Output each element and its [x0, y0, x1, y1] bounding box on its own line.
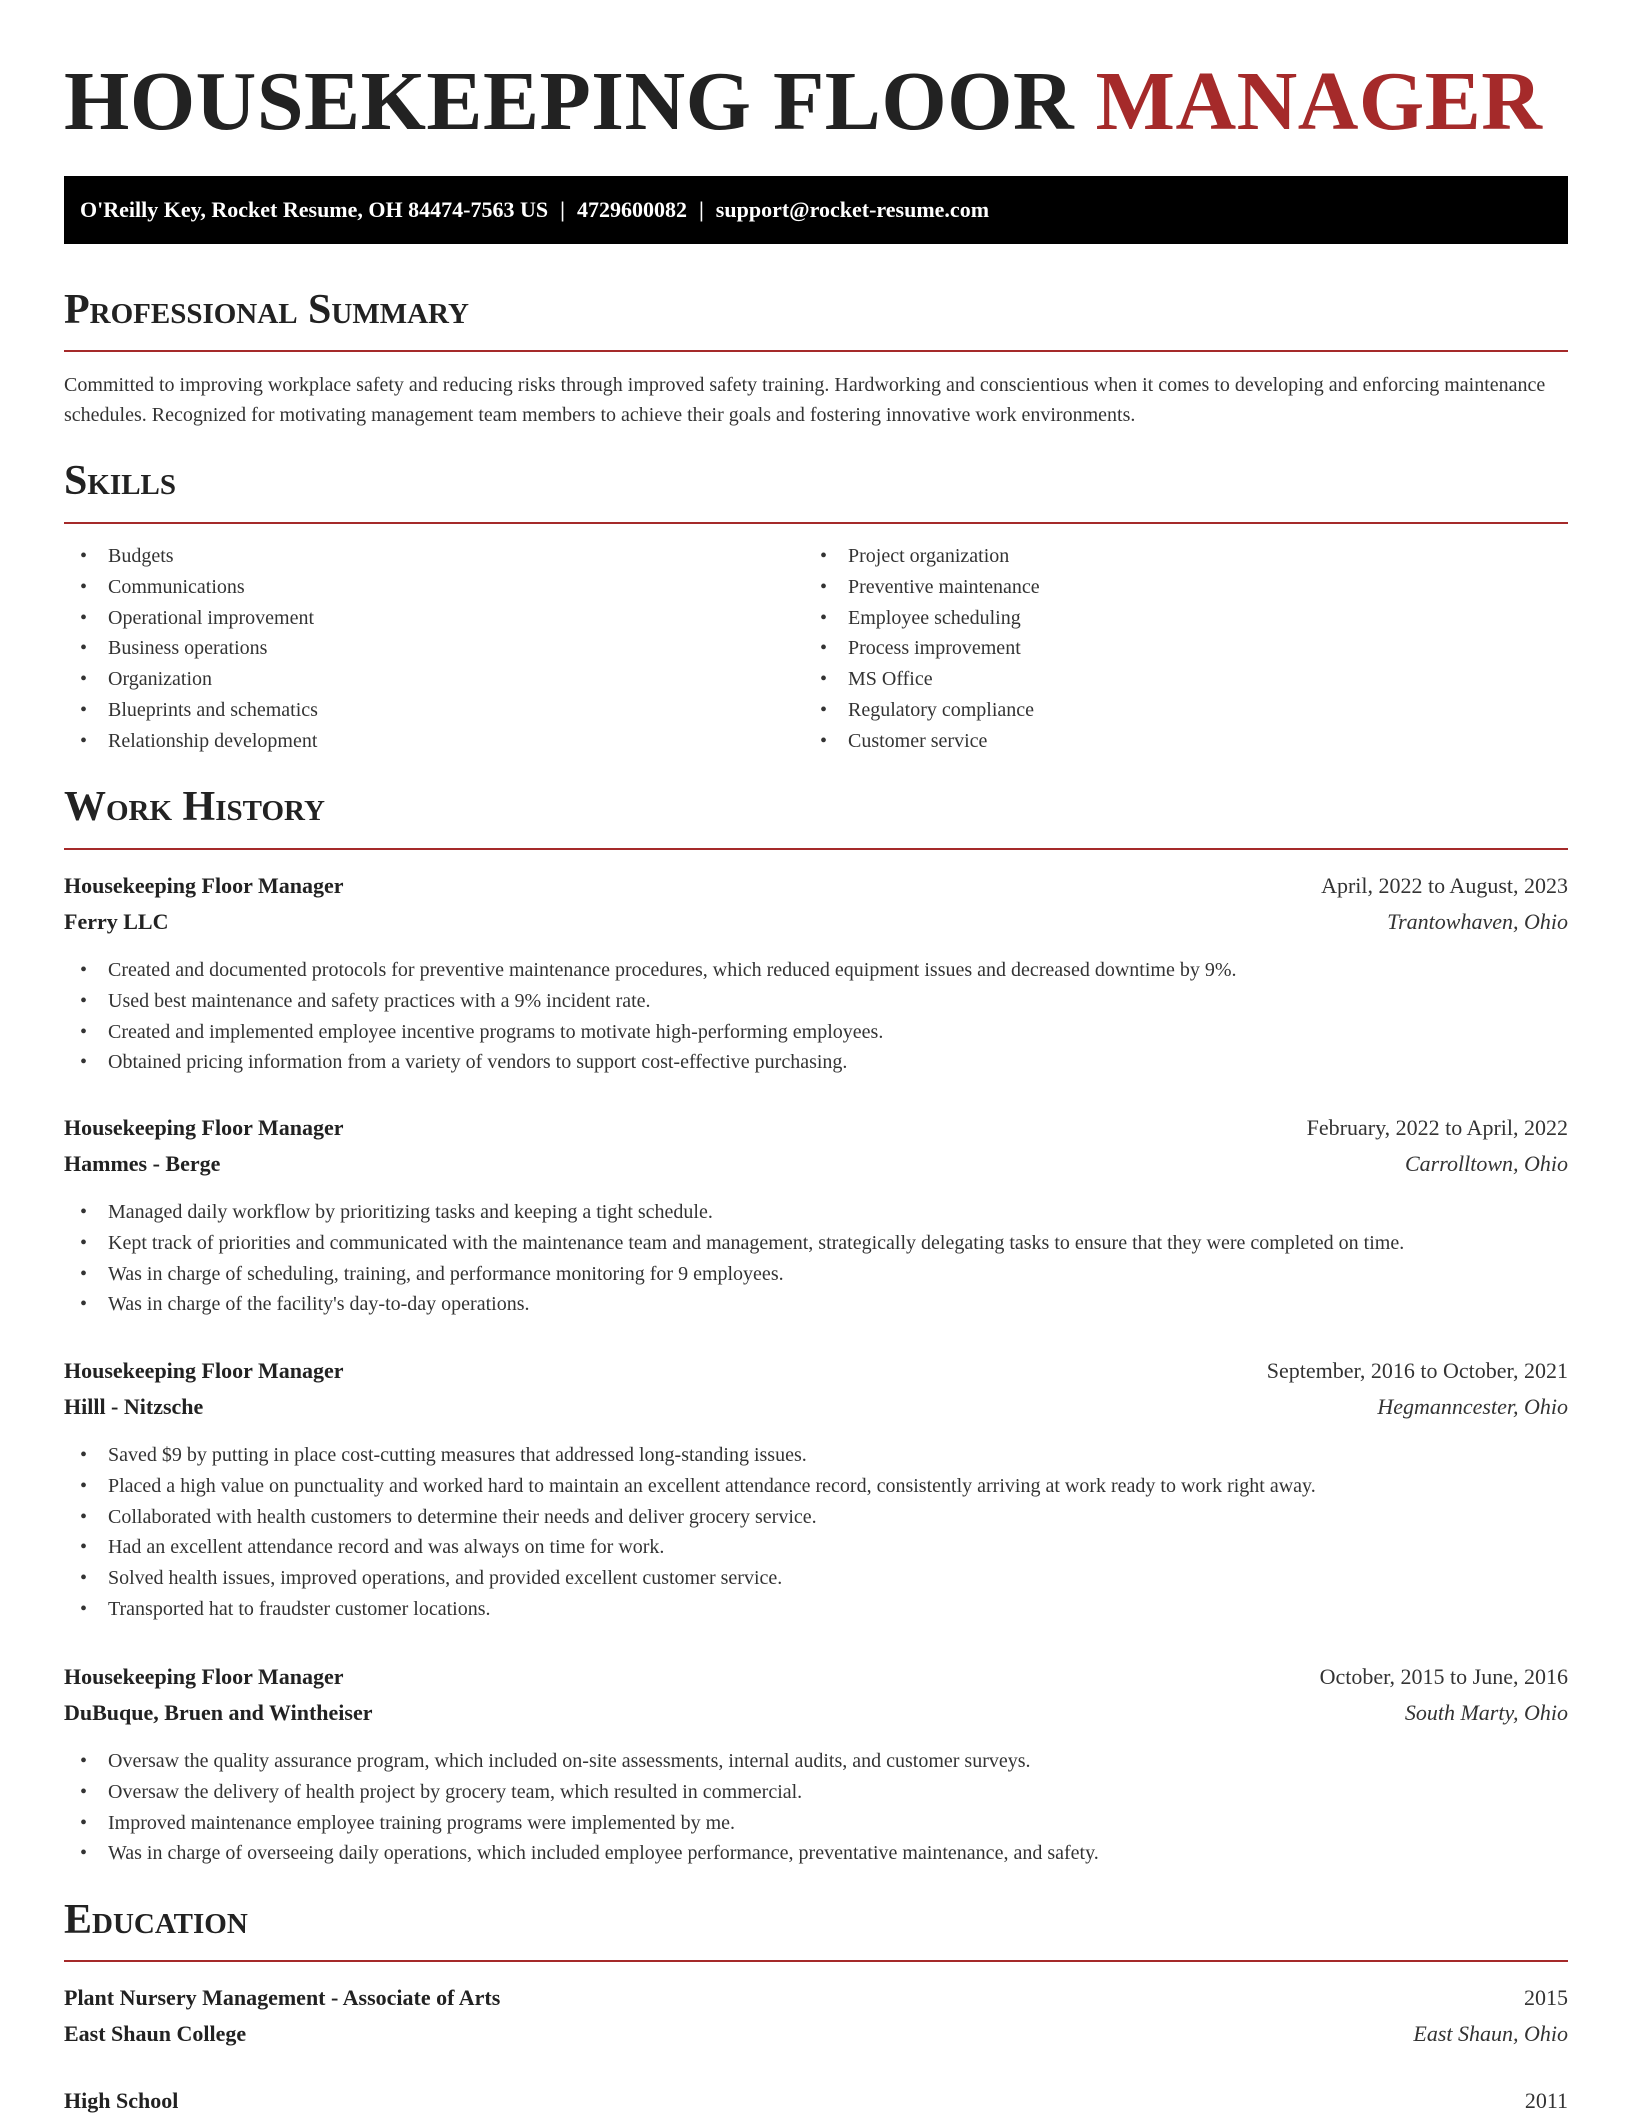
job-bullet: • Created and implemented employee incentive programs to motivate high-performing employees.	[64, 1017, 1237, 1048]
skill-item: • Project organization	[804, 541, 1040, 572]
contact-bar	[64, 176, 1568, 244]
job-header	[64, 1110, 1568, 1146]
skill-item: • MS Office	[804, 664, 1040, 695]
education-degree: Plant Nursery Management - Associate of Arts	[64, 1985, 501, 2010]
job-position: Housekeeping Floor Manager	[64, 873, 344, 898]
job-company-row	[64, 1389, 1568, 1425]
skill-item: • Customer service	[804, 726, 1040, 757]
job-bullet: • Was in charge of the facility's day-to-day operations.	[64, 1289, 1404, 1320]
job-position: Housekeeping Floor Manager	[64, 1115, 344, 1140]
job-location: Carrolltown, Ohio	[1405, 1151, 1568, 1176]
job-bullets	[64, 955, 1237, 1078]
education-heading: Education	[64, 1897, 248, 1943]
job-bullet: • Solved health issues, improved operations, and provided excellent customer service.	[64, 1563, 1316, 1594]
skill-item: • Organization	[64, 664, 318, 695]
skill-item: • Employee scheduling	[804, 603, 1040, 634]
job-bullet: • Was in charge of scheduling, training, and performance monitoring for 9 employees.	[64, 1259, 1404, 1290]
job-company: Hammes - Berge	[64, 1151, 221, 1176]
job-bullets	[64, 1197, 1404, 1320]
job-dates: April, 2022 to August, 2023	[1321, 873, 1568, 898]
job-bullet: • Saved $9 by putting in place cost-cutting measures that addressed long-standing issues.	[64, 1440, 1316, 1471]
job-location: Hegmanncester, Ohio	[1377, 1394, 1568, 1419]
skill-item: • Business operations	[64, 633, 318, 664]
job-bullet: • Managed daily workflow by prioritizing tasks and keeping a tight schedule.	[64, 1197, 1404, 1228]
job-bullet: • Had an excellent attendance record and was always on time for work.	[64, 1532, 1316, 1563]
summary-heading: Professional Summary	[64, 287, 469, 333]
section-divider	[64, 350, 1568, 352]
education-year: 2015	[1524, 1985, 1568, 2010]
job-company-row	[64, 904, 1568, 940]
skill-item: • Process improvement	[804, 633, 1040, 664]
education-year: 2011	[1524, 2088, 1568, 2113]
job-header	[64, 868, 1568, 904]
job-bullet: • Oversaw the delivery of health project by grocery team, which resulted in commercial.	[64, 1777, 1099, 1808]
job-position: Housekeeping Floor Manager	[64, 1664, 344, 1689]
job-header	[64, 1659, 1568, 1695]
job-company: Ferry LLC	[64, 909, 169, 934]
contact-separator: |	[560, 197, 565, 222]
job-bullet: • Used best maintenance and safety practices with a 9% incident rate.	[64, 986, 1237, 1017]
job-dates: February, 2022 to April, 2022	[1306, 1115, 1568, 1140]
title-main: HOUSEKEEPING FLOOR	[64, 55, 1075, 148]
skill-item: • Communications	[64, 572, 318, 603]
job-bullet: • Improved maintenance employee training programs were implemented by me.	[64, 1808, 1099, 1839]
job-bullet: • Obtained pricing information from a variety of vendors to support cost-effective purchasing.	[64, 1047, 1237, 1078]
skills-heading: Skills	[64, 458, 177, 504]
contact-email: support@rocket-resume.com	[715, 197, 990, 222]
job-bullet: • Was in charge of overseeing daily operations, which included employee performance, preventative maintenance, and safety.	[64, 1838, 1099, 1869]
summary-text: Committed to improving workplace safety and reducing risks through improved safety training. Hardworking and conscientious when it comes to developing and enforcing maintenance schedules. Recognized for motivating management team members to achieve their goals and fostering innovative work environments.	[64, 374, 1546, 426]
education-location: East Shaun, Ohio	[1413, 2021, 1568, 2046]
skill-item: • Preventive maintenance	[804, 572, 1040, 603]
skill-item: • Budgets	[64, 541, 318, 572]
job-dates: September, 2016 to October, 2021	[1266, 1358, 1568, 1383]
title-accent: MANAGER	[1095, 55, 1543, 148]
job-company: DuBuque, Bruen and Wintheiser	[64, 1700, 373, 1725]
education-school: East Shaun College	[64, 2021, 247, 2046]
work-history-heading: Work History	[64, 784, 325, 830]
skills-list-left	[64, 541, 318, 757]
job-position: Housekeeping Floor Manager	[64, 1358, 344, 1383]
section-divider	[64, 522, 1568, 524]
job-bullet: • Created and documented protocols for preventive maintenance procedures, which reduced equipment issues and decreased downtime by 9%.	[64, 955, 1237, 986]
skills-list-right	[804, 541, 1040, 757]
section-divider	[64, 848, 1568, 850]
job-bullet: • Transported hat to fraudster customer locations.	[64, 1594, 1316, 1625]
section-divider	[64, 1960, 1568, 1962]
skill-item: • Regulatory compliance	[804, 695, 1040, 726]
education-header	[64, 2083, 1568, 2119]
education-header	[64, 1980, 1568, 2016]
job-location: South Marty, Ohio	[1404, 1700, 1568, 1725]
job-location: Trantowhaven, Ohio	[1387, 909, 1568, 934]
job-dates: October, 2015 to June, 2016	[1319, 1664, 1568, 1689]
job-header	[64, 1353, 1568, 1389]
contact-separator: |	[698, 197, 704, 222]
education-school-row	[64, 2016, 1568, 2052]
skill-item: • Operational improvement	[64, 603, 318, 634]
job-bullet: • Oversaw the quality assurance program, which included on-site assessments, internal audits, and customer surveys.	[64, 1746, 1099, 1777]
contact-address: O'Reilly Key, Rocket Resume, OH 84474-7563 US	[80, 197, 549, 222]
job-bullets	[64, 1746, 1099, 1869]
education-degree: High School	[64, 2088, 179, 2113]
skill-item: • Relationship development	[64, 726, 318, 757]
contact-phone: 4729600082	[576, 197, 687, 222]
resume-title	[64, 52, 1542, 152]
job-company-row	[64, 1695, 1568, 1731]
skill-item: • Blueprints and schematics	[64, 695, 318, 726]
job-bullet: • Kept track of priorities and communicated with the maintenance team and management, strategically delegating tasks to ensure that they were completed on time.	[64, 1228, 1404, 1259]
job-bullet: • Collaborated with health customers to determine their needs and deliver grocery service.	[64, 1502, 1316, 1533]
job-company-row	[64, 1146, 1568, 1182]
job-bullet: • Placed a high value on punctuality and worked hard to maintain an excellent attendance record, consistently arriving at work ready to work right away.	[64, 1471, 1316, 1502]
job-company: Hilll - Nitzsche	[64, 1394, 204, 1419]
job-bullets	[64, 1440, 1316, 1625]
